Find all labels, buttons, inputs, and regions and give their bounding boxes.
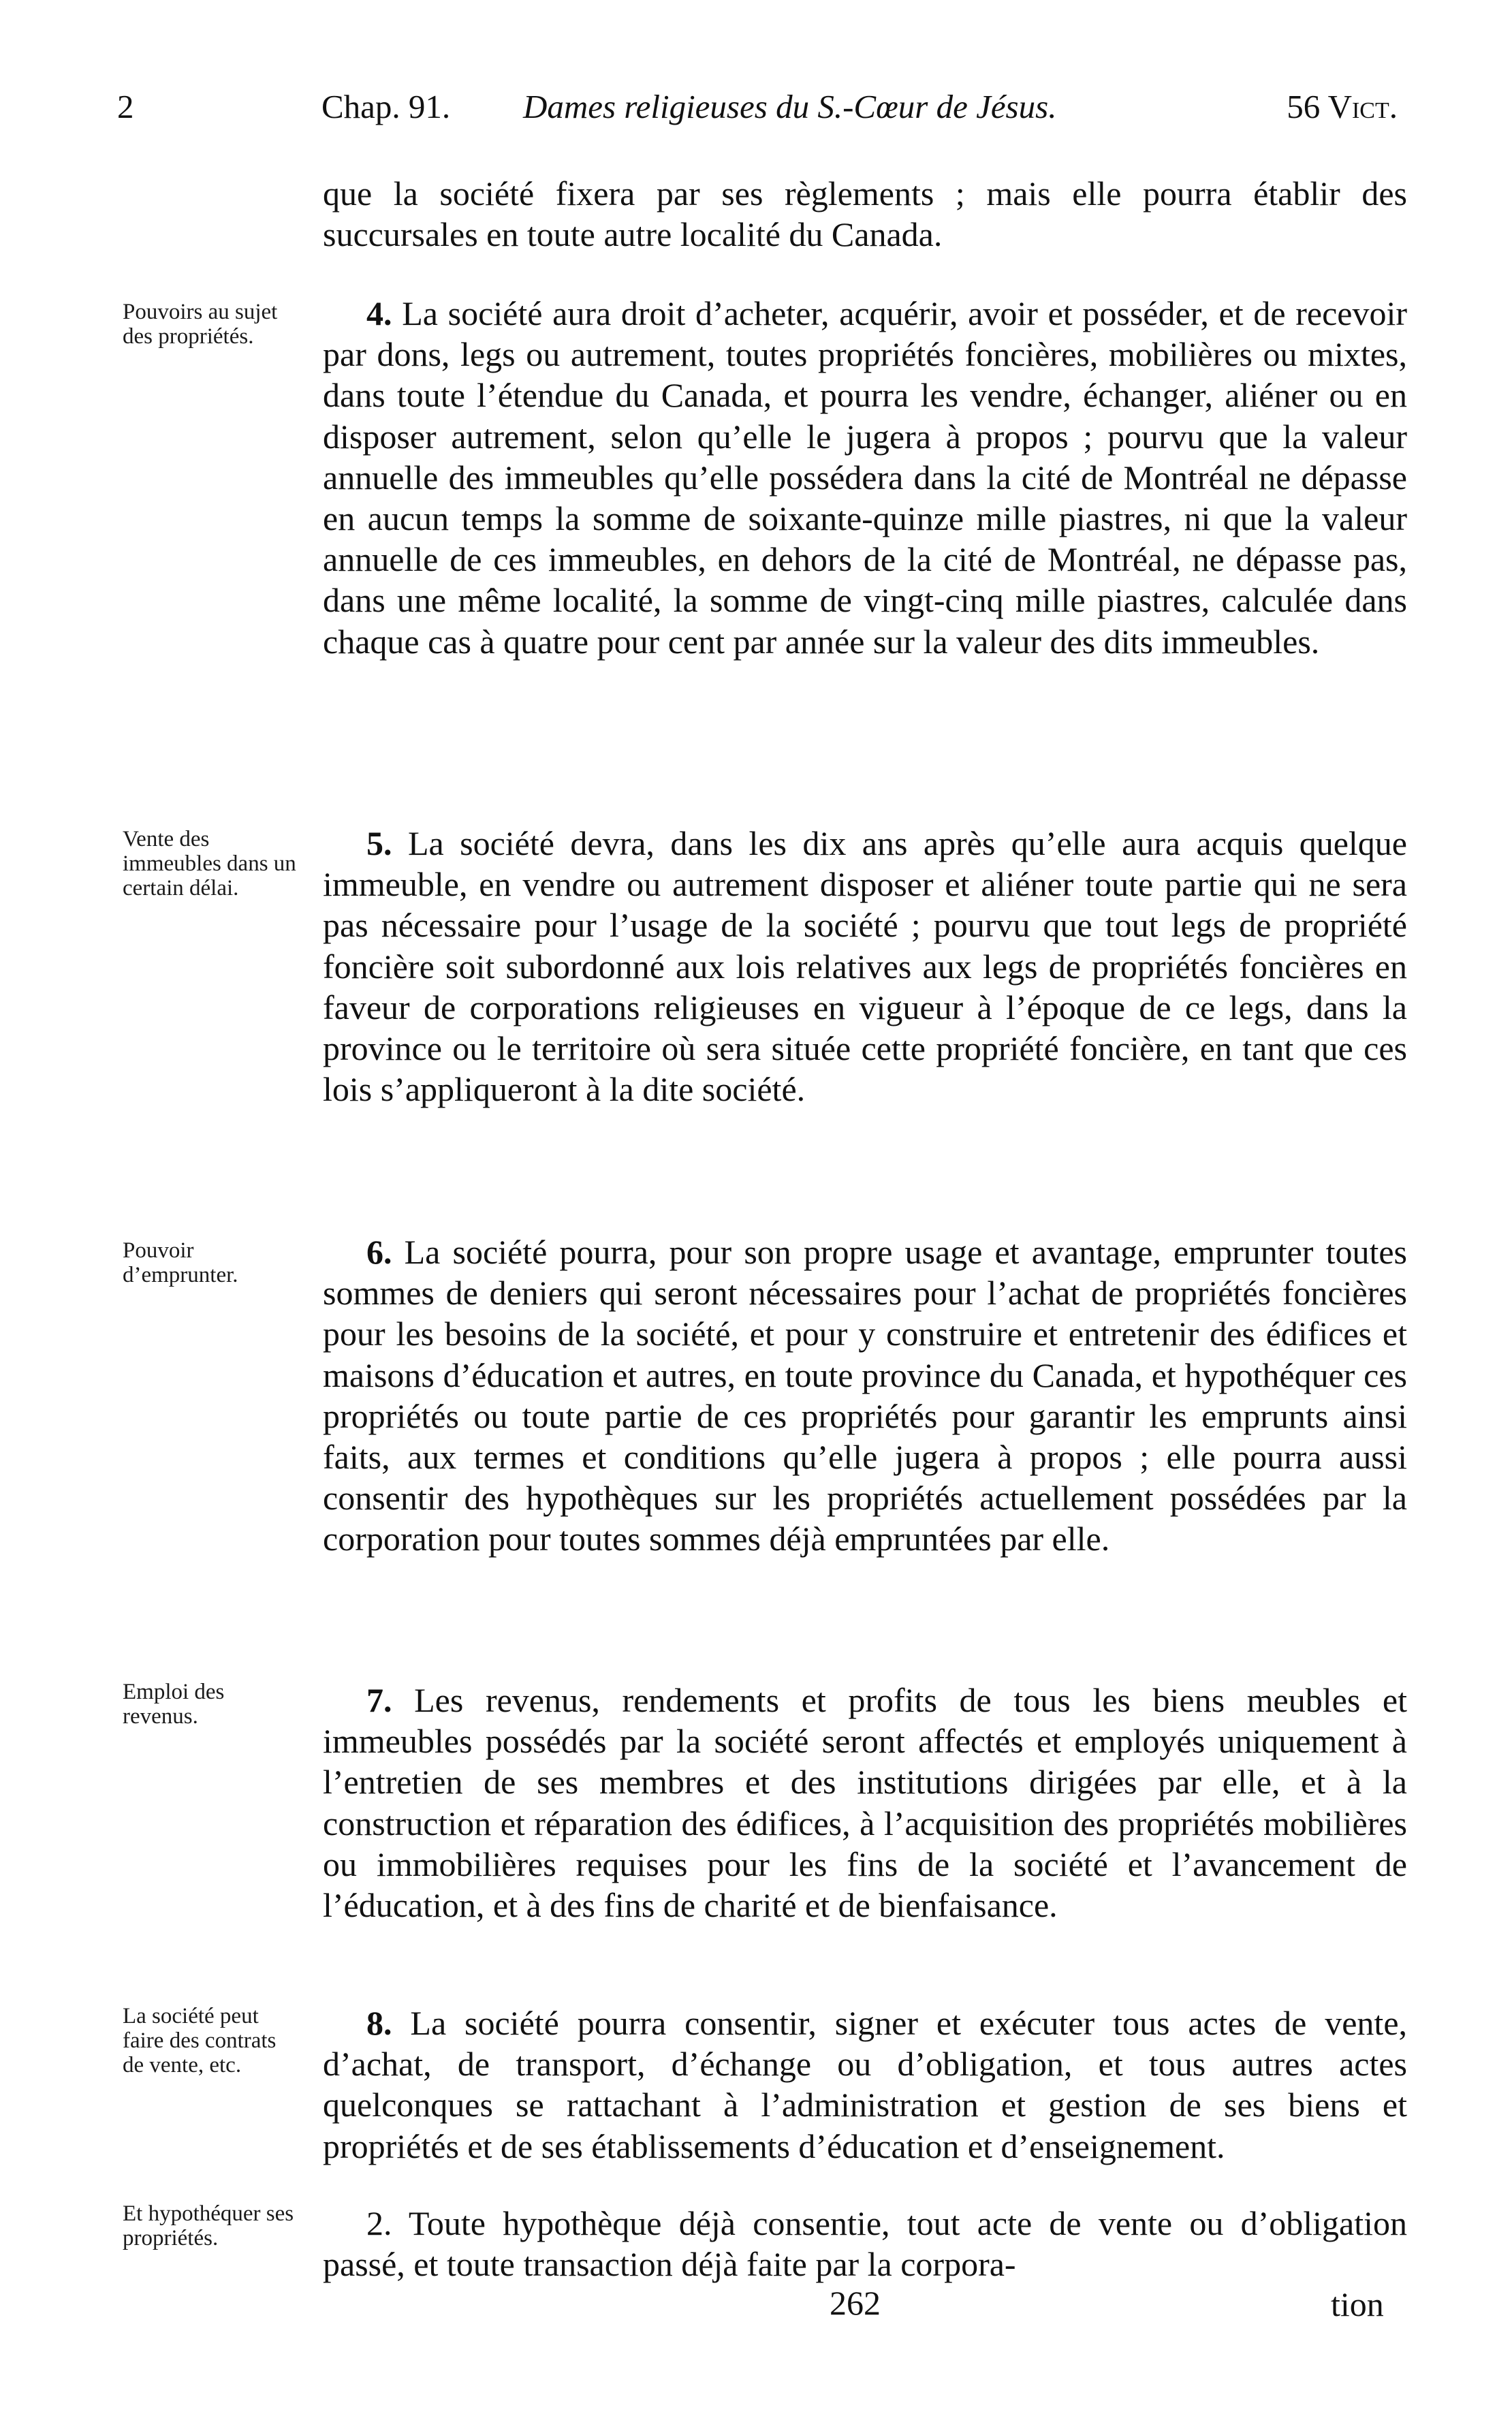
section-number: 7. bbox=[366, 1681, 392, 1719]
section-paragraph bbox=[323, 1231, 1407, 1560]
margin-note: La société peut faire des contrats de vente, etc. bbox=[123, 2004, 277, 2077]
section-paragraph bbox=[323, 823, 1407, 1110]
section-8 bbox=[323, 2003, 1407, 2167]
margin-note: Vente des immeubles dans un certain délai. bbox=[123, 827, 296, 900]
section-text: La société devra, dans les dix ans après qu’elle aura acquis quelque immeuble, en vendre ou autrement disposer et aliéner toute partie qui ne sera pas nécessaire pour l’usage de la société ; pourvu que tout legs de propriété foncière soit subordonné aux lois relatives aux legs de propriétés foncières en faveur de corporations religieuses en vigueur à l’époque de ce legs, dans la province ou le territoire où sera située cette propriété foncière, en tant que ces lois s’appliqueront à la dite société. bbox=[323, 824, 1408, 1109]
section-text: La société pourra consentir, signer et exécuter tous actes de vente, d’achat, de transport, d’échange ou d’obligation, et tous autres actes quelconques se rattachant à l’administration et gestion de ses biens et propriétés et de ses établissements d’éducation et d’enseignement. bbox=[323, 2004, 1408, 2165]
act-title: Dames religieuses du S.-Cœur de Jésus. bbox=[523, 88, 1057, 125]
catchword: tion bbox=[1331, 2285, 1384, 2323]
section-paragraph bbox=[323, 2003, 1407, 2167]
section-6 bbox=[323, 1231, 1407, 1560]
subsection-paragraph bbox=[323, 2203, 1407, 2285]
section-text: La société aura droit d’acheter, acquérir, avoir et posséder, et de recevoir par dons, legs ou autrement, toutes propriétés foncières, mobilières ou mixtes, dans toute l’étendue du Canada, et pourra les vendre, échanger, aliéner ou en disposer autrement, selon qu’elle le jugera à propos ; pourvu que la valeur annuelle des immeubles qu’elle possédera dans la cité de Montréal ne dépasse en aucun temps la somme de soixante-quinze mille piastres, ni que la valeur annuelle de ces immeubles, en dehors de la cité de Montréal, ne dépasse pas, dans une même localité, la somme de vingt-cinq mille piastres, calculée dans chaque cas à quatre pour cent par année sur la valeur des dits immeubles. bbox=[323, 294, 1407, 661]
section-5 bbox=[323, 823, 1407, 1110]
margin-note: Emploi des revenus. bbox=[123, 1680, 225, 1729]
section-number: 5. bbox=[366, 824, 392, 862]
running-header bbox=[117, 87, 1398, 135]
section-7 bbox=[323, 1680, 1407, 1926]
footer-page-number: 262 bbox=[830, 2284, 881, 2322]
regnal-year: 56 Vict. bbox=[1287, 88, 1398, 125]
section-paragraph bbox=[323, 293, 1407, 662]
section-paragraph bbox=[323, 1680, 1407, 1926]
section-text: Les revenus, rendements et profits de tous les biens meubles et immeubles possédés par la société seront affectés et employés uniquement à l’entretien de ses membres et des institutions dirigées par elle, et à la construction et réparation des édifices, à l’acquisition des propriétés mobilières ou immobilières requises pour les fins de la société et l’avancement de l’éducation, et à des fins de charité et de bienfaisance. bbox=[323, 1681, 1407, 1925]
margin-note: Pouvoirs au sujet des propriétés. bbox=[123, 300, 278, 349]
section-number: 8. bbox=[366, 2004, 392, 2042]
page-number: 2 bbox=[117, 88, 134, 125]
paragraph-text: que la société fixera par ses règlements ; mais elle pourra établir des succursales en toute autre localité du Canada. bbox=[323, 174, 1407, 254]
margin-note: Pouvoir d’emprunter. bbox=[123, 1238, 238, 1287]
margin-note: Et hypothéquer ses propriétés. bbox=[123, 2201, 294, 2250]
subsection-number: 2. bbox=[366, 2204, 392, 2242]
section-number: 4. bbox=[366, 294, 392, 332]
subsection-2 bbox=[323, 2203, 1407, 2285]
continuation-paragraph bbox=[323, 173, 1407, 255]
subsection-text: Toute hypothèque déjà consentie, tout acte de vente ou d’obligation passé, et toute transaction déjà faite par la corpora- bbox=[323, 2204, 1407, 2284]
section-4 bbox=[323, 293, 1407, 662]
section-number: 6. bbox=[366, 1233, 392, 1271]
section-text: La société pourra, pour son propre usage et avantage, emprunter toutes sommes de deniers qui seront nécessaires pour l’achat de propriétés foncières pour les besoins de la société, et pour y construire et entretenir des édifices et maisons d’éducation et autres, en toute province du Canada, et hypothéquer ces propriétés ou toute partie de ces propriétés pour garantir les emprunts ainsi faits, aux termes et conditions qu’elle jugera à propos ; elle pourra aussi consentir des hypothèques sur les propriétés actuellement possédées par la corporation pour toutes sommes déjà empruntées par elle. bbox=[323, 1233, 1407, 1558]
chapter-label: Chap. 91. bbox=[321, 88, 451, 125]
